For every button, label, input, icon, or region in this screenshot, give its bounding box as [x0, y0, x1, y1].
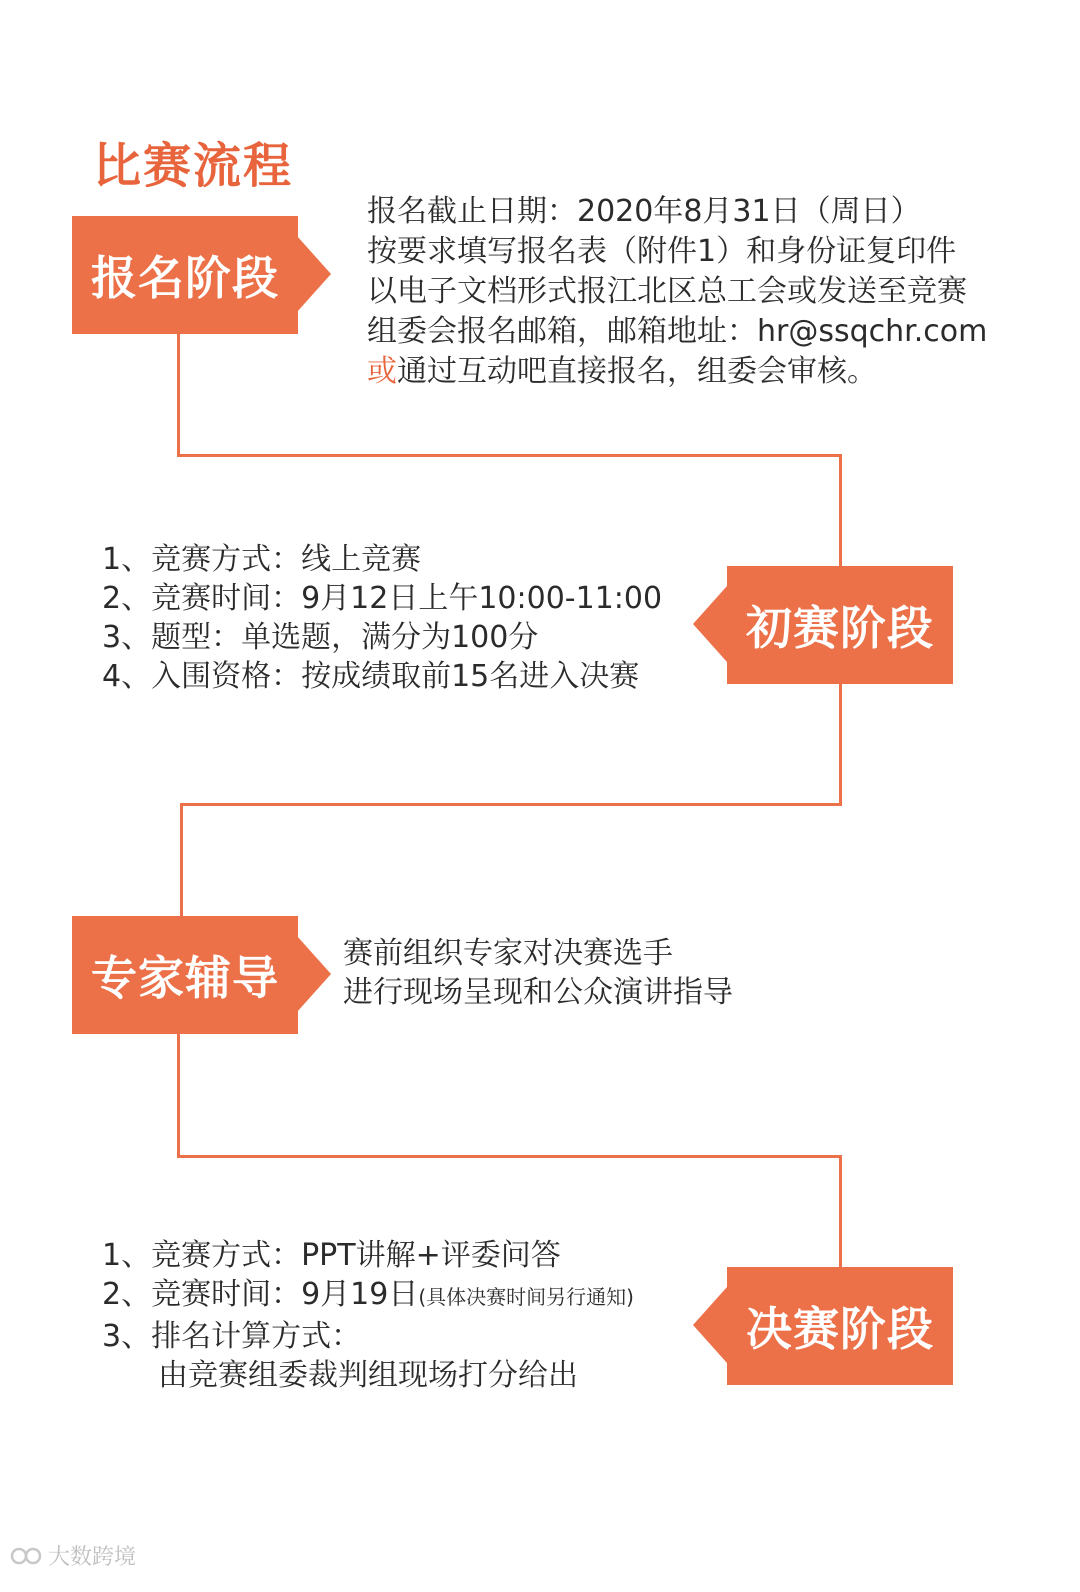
arrow-left-icon [693, 1287, 727, 1363]
detail-line: 由竞赛组委裁判组现场打分给出 [158, 1358, 578, 1393]
detail-line: 4、入围资格：按成绩取前15名进入决赛 [102, 659, 640, 694]
preliminary-details [102, 540, 662, 696]
detail-text: 通过互动吧直接报名，组委会审核。 [397, 354, 877, 389]
final-details [102, 1236, 634, 1395]
connector-line [180, 803, 183, 916]
detail-line: 1、竞赛方式：线上竞赛 [102, 542, 422, 577]
connector-line [177, 1034, 180, 1157]
detail-line: 2、竞赛时间：9月12日上午10:00-11:00 [102, 581, 663, 616]
detail-line [367, 352, 987, 392]
stage-final-box [727, 1267, 953, 1385]
stage-coaching-label: 专家辅导 [91, 951, 279, 1005]
arrow-right-icon [297, 236, 331, 312]
stage-final-label: 决赛阶段 [746, 1302, 934, 1356]
detail-line: 进行现场呈现和公众演讲指导 [343, 975, 733, 1010]
highlight-text: 或 [367, 354, 397, 389]
detail-line [102, 1275, 634, 1317]
detail-note: (具体决赛时间另行通知) [418, 1285, 634, 1309]
detail-line: 按要求填写报名表（附件1）和身份证复印件 [367, 234, 957, 269]
connector-line [180, 803, 842, 806]
stage-registration-box [72, 216, 298, 334]
connector-line [177, 333, 180, 456]
detail-line: 3、题型：单选题，满分为100分 [102, 620, 539, 655]
stage-preliminary-label: 初赛阶段 [746, 601, 934, 655]
registration-details [367, 192, 987, 392]
connector-line [177, 454, 842, 457]
brand-logo-icon [10, 1543, 42, 1569]
detail-line: 1、竞赛方式：PPT讲解+评委问答 [102, 1238, 561, 1273]
detail-line: 以电子文档形式报江北区总工会或发送至竞赛 [367, 274, 967, 309]
detail-line: 赛前组织专家对决赛选手 [343, 936, 673, 971]
detail-line: 3、排名计算方式： [102, 1319, 362, 1354]
arrow-left-icon [693, 586, 727, 662]
watermark-text: 大数跨境 [48, 1545, 137, 1570]
connector-line [839, 684, 842, 806]
stage-coaching-box [72, 916, 298, 1034]
connector-line [839, 454, 842, 566]
stage-registration-label: 报名阶段 [91, 251, 279, 305]
coaching-details [343, 934, 733, 1012]
detail-text: 2、竞赛时间：9月19日 [102, 1277, 419, 1312]
detail-line: 组委会报名邮箱，邮箱地址：hr@ssqchr.com [367, 314, 988, 349]
watermark [10, 1540, 136, 1571]
arrow-right-icon [297, 936, 331, 1012]
connector-line [839, 1155, 842, 1267]
stage-preliminary-box [727, 566, 953, 684]
page-title: 比赛流程 [93, 138, 294, 194]
connector-line [177, 1155, 842, 1158]
detail-line: 报名截止日期：2020年8月31日（周日） [367, 194, 921, 229]
